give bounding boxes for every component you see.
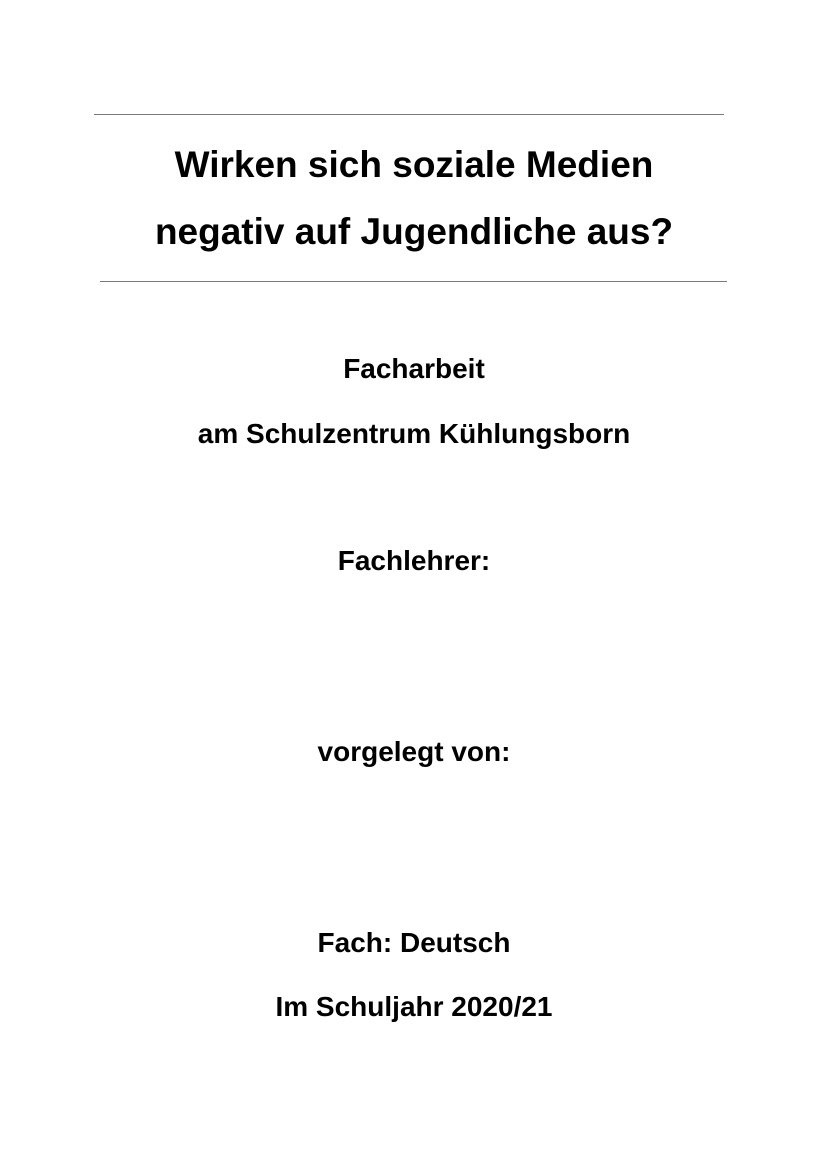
submitted-by-label: vorgelegt von: [317,736,511,767]
school-year: Im Schuljahr 2020/21 [275,991,553,1022]
teacher-label: Fachlehrer: [337,545,491,576]
subject: Fach: Deutsch [317,927,511,958]
top-divider [94,114,724,115]
bottom-divider [100,281,727,282]
school-name: am Schulzentrum Kühlungsborn [197,418,631,449]
title-line-2: negativ auf Jugendliche aus? [154,211,674,252]
document-type: Facharbeit [343,353,485,384]
title-line-1: Wirken sich soziale Medien [174,144,654,185]
